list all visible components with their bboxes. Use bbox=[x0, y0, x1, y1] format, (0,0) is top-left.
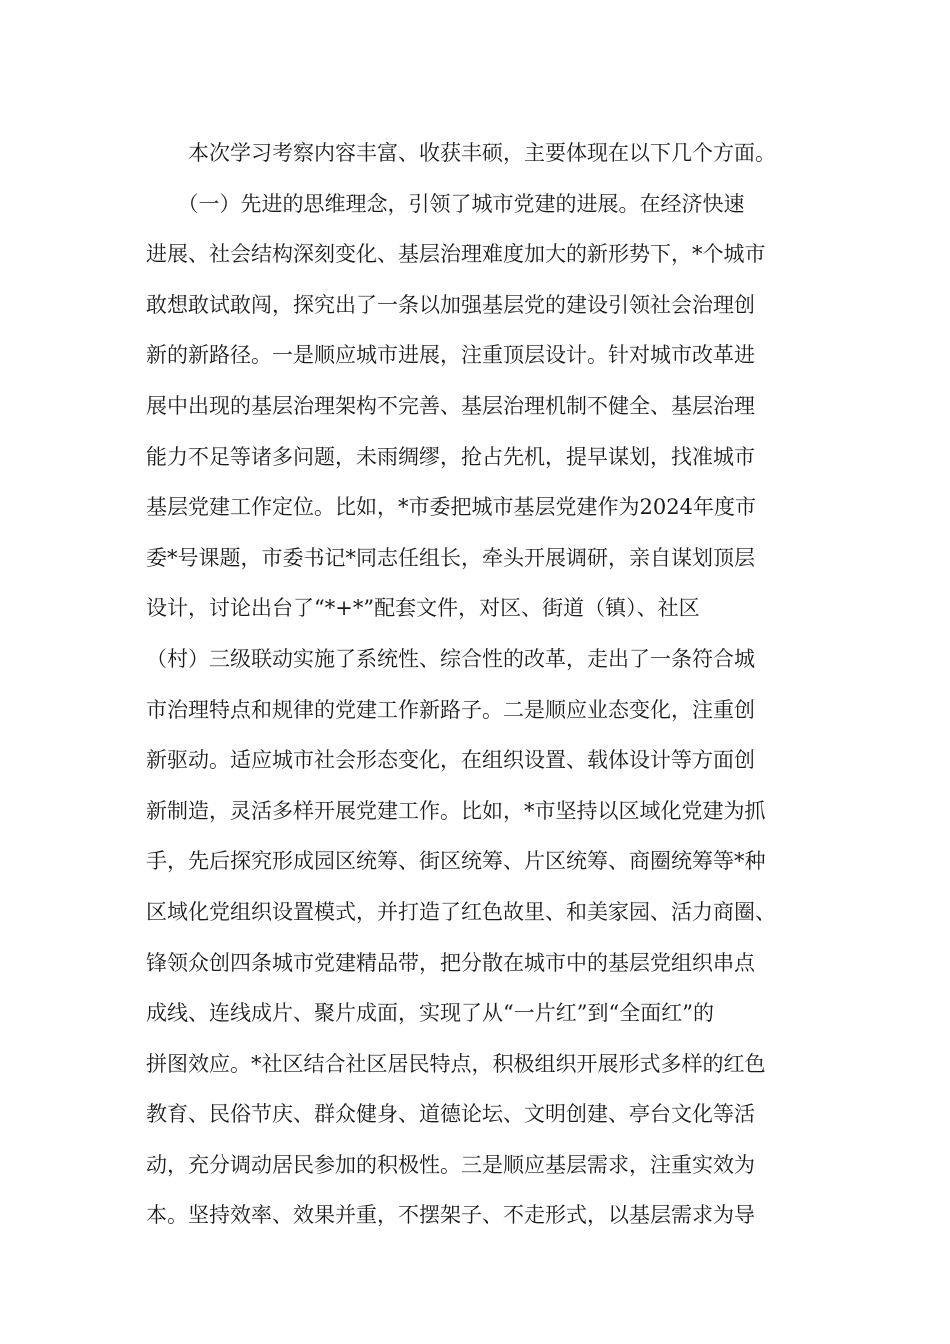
text-line-13: 新驱动。适应城市社会形态变化，在组织设置、载体设计等方面创 bbox=[146, 748, 755, 773]
text-line-5: 新的新路径。一是顺应城市进展，注重顶层设计。针对城市改革进 bbox=[146, 343, 755, 368]
text-line-8: 基层党建工作定位。比如，*市委把城市基层党建作为2024年度市 bbox=[146, 495, 756, 520]
text-line-2: （一）先进的思维理念，引领了城市党建的进展。在经济快速 bbox=[146, 191, 745, 216]
text-line-18: 成线、连线成片、聚片成面，实现了从“一片红”到“全面红”的 bbox=[146, 1001, 714, 1026]
text-line-1: 本次学习考察内容丰富、收获丰硕，主要体现在以下几个方面。 bbox=[146, 141, 776, 165]
text-line-9: 委*号课题，市委书记*同志任组长，牵头开展调研，亲自谋划顶层 bbox=[146, 545, 755, 570]
text-line-19: 拼图效应。*社区结合社区居民特点，积极组织开展形式多样的红色 bbox=[146, 1051, 766, 1076]
text-line-17: 锋领众创四条城市党建精品带，把分散在城市中的基层党组织串点 bbox=[146, 950, 755, 975]
text-line-22: 本。坚持效率、效果并重，不摆架子、不走形式，以基层需求为导 bbox=[146, 1203, 755, 1228]
text-line-12: 市治理特点和规律的党建工作新路子。二是顺应业态变化，注重创 bbox=[146, 697, 755, 722]
text-line-3: 进展、社会结构深刻变化、基层治理难度加大的新形势下，*个城市 bbox=[146, 242, 766, 267]
text-line-6: 展中出现的基层治理架构不完善、基层治理机制不健全、基层治理 bbox=[146, 393, 755, 418]
text-line-15: 手，先后探究形成园区统筹、街区统筹、片区统筹、商圈统筹等*种 bbox=[146, 849, 766, 874]
text-line-4: 敢想敢试敢闯，探究出了一条以加强基层党的建设引领社会治理创 bbox=[146, 292, 755, 317]
text-line-20: 教育、民俗节庆、群众健身、道德论坛、文明创建、亭台文化等活 bbox=[146, 1102, 755, 1127]
text-line-21: 动，充分调动居民参加的积极性。三是顺应基层需求，注重实效为 bbox=[146, 1152, 755, 1177]
text-line-10: 设计，讨论出台了“*+*”配套文件，对区、街道（镇）、社区 bbox=[146, 596, 700, 621]
text-line-14: 新制造，灵活多样开展党建工作。比如，*市坚持以区域化党建为抓 bbox=[146, 798, 766, 823]
text-line-16: 区域化党组织设置模式，并打造了红色故里、和美家园、活力商圈、 bbox=[146, 899, 776, 924]
text-line-7: 能力不足等诸多问题，未雨绸缪，抢占先机，提早谋划，找准城市 bbox=[146, 444, 755, 469]
text-line-11: （村）三级联动实施了系统性、综合性的改革，走出了一条符合城 bbox=[146, 646, 755, 671]
body-text bbox=[146, 128, 806, 1241]
